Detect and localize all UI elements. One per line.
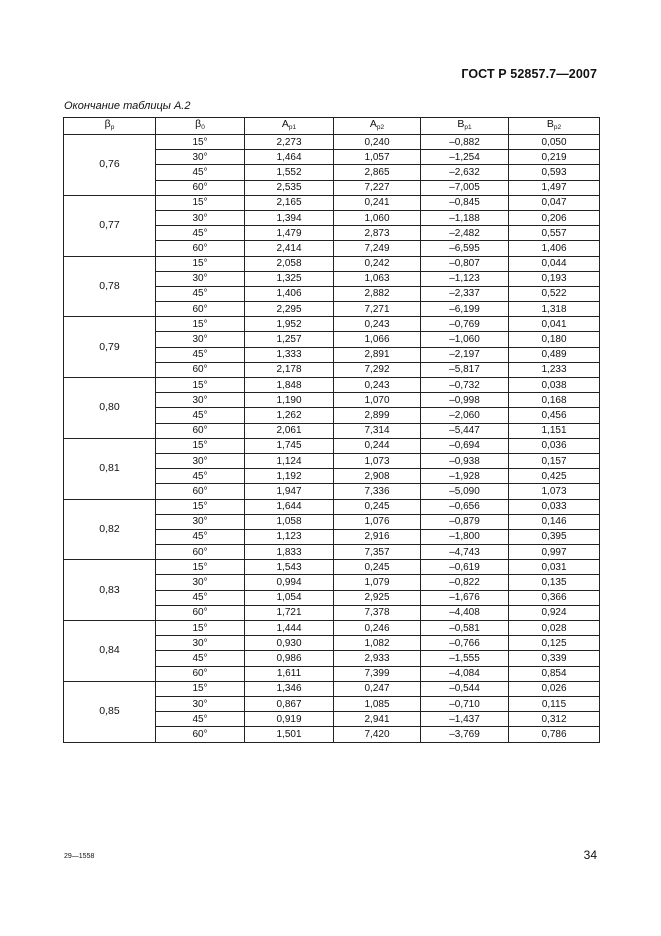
table-cell: –0,544 bbox=[421, 681, 509, 696]
table-cell: 7,420 bbox=[334, 727, 421, 742]
table-cell: 1,406 bbox=[509, 241, 600, 256]
table-cell: –1,676 bbox=[421, 590, 509, 605]
table-cell: 7,227 bbox=[334, 180, 421, 195]
table-cell: 45° bbox=[156, 529, 245, 544]
table-cell: 0,240 bbox=[334, 135, 421, 150]
table-row bbox=[64, 195, 600, 210]
table-cell: 0,854 bbox=[509, 666, 600, 681]
table-cell: 0,425 bbox=[509, 469, 600, 484]
beta-value-cell: 0,79 bbox=[64, 317, 156, 378]
table-row bbox=[64, 499, 600, 514]
table-cell: 0,986 bbox=[245, 651, 334, 666]
table-cell: 30° bbox=[156, 271, 245, 286]
table-cell: 15° bbox=[156, 378, 245, 393]
table-cell: 0,168 bbox=[509, 393, 600, 408]
table-cell: 0,044 bbox=[509, 256, 600, 271]
table-cell: 1,745 bbox=[245, 438, 334, 453]
table-cell: 2,933 bbox=[334, 651, 421, 666]
table-cell: –0,845 bbox=[421, 195, 509, 210]
table-row bbox=[64, 681, 600, 696]
page-number: 34 bbox=[583, 848, 597, 862]
table-cell: 0,245 bbox=[334, 560, 421, 575]
table-cell: 15° bbox=[156, 256, 245, 271]
table-cell: 45° bbox=[156, 226, 245, 241]
table-cell: 1,611 bbox=[245, 666, 334, 681]
beta-value-cell: 0,84 bbox=[64, 621, 156, 682]
table-cell: 0,919 bbox=[245, 712, 334, 727]
table-cell: 45° bbox=[156, 347, 245, 362]
table-cell: 0,557 bbox=[509, 226, 600, 241]
column-header bbox=[509, 118, 600, 135]
table-cell: 1,406 bbox=[245, 286, 334, 301]
beta-value-cell: 0,78 bbox=[64, 256, 156, 317]
table-cell: –1,800 bbox=[421, 529, 509, 544]
table-cell: 1,085 bbox=[334, 696, 421, 711]
table-cell: 2,891 bbox=[334, 347, 421, 362]
table-cell: 0,867 bbox=[245, 696, 334, 711]
table-cell: 45° bbox=[156, 651, 245, 666]
table-cell: 1,233 bbox=[509, 362, 600, 377]
column-header bbox=[64, 118, 156, 135]
table-cell: 30° bbox=[156, 332, 245, 347]
table-cell: 60° bbox=[156, 605, 245, 620]
beta-value-cell: 0,83 bbox=[64, 560, 156, 621]
table-cell: –0,879 bbox=[421, 514, 509, 529]
table-cell: 30° bbox=[156, 575, 245, 590]
table-cell: 0,026 bbox=[509, 681, 600, 696]
table-cell: 30° bbox=[156, 210, 245, 225]
table-cell: 0,786 bbox=[509, 727, 600, 742]
table-cell: –0,732 bbox=[421, 378, 509, 393]
table-cell: 15° bbox=[156, 135, 245, 150]
table-cell: 0,038 bbox=[509, 378, 600, 393]
table-cell: 1,721 bbox=[245, 605, 334, 620]
table-cell: –0,766 bbox=[421, 636, 509, 651]
table-cell: 1,497 bbox=[509, 180, 600, 195]
table-cell: 15° bbox=[156, 681, 245, 696]
table-cell: 0,339 bbox=[509, 651, 600, 666]
table-cell: –0,938 bbox=[421, 453, 509, 468]
table-cell: 0,028 bbox=[509, 621, 600, 636]
table-cell: –5,817 bbox=[421, 362, 509, 377]
table-cell: –1,123 bbox=[421, 271, 509, 286]
table-cell: –4,408 bbox=[421, 605, 509, 620]
table-cell: 30° bbox=[156, 696, 245, 711]
table-cell: 0,115 bbox=[509, 696, 600, 711]
table-cell: 2,273 bbox=[245, 135, 334, 150]
table-cell: 1,070 bbox=[334, 393, 421, 408]
table-cell: 1,318 bbox=[509, 302, 600, 317]
table-cell: 0,193 bbox=[509, 271, 600, 286]
table-cell: –1,254 bbox=[421, 150, 509, 165]
column-symbol: $B_{р2}$ bbox=[546, 118, 562, 131]
table-cell: 2,865 bbox=[334, 165, 421, 180]
table-cell: 1,848 bbox=[245, 378, 334, 393]
table-cell: 0,243 bbox=[334, 317, 421, 332]
table-cell: 60° bbox=[156, 484, 245, 499]
table-cell: 2,916 bbox=[334, 529, 421, 544]
table-cell: 2,165 bbox=[245, 195, 334, 210]
table-cell: 1,833 bbox=[245, 545, 334, 560]
table-cell: 2,908 bbox=[334, 469, 421, 484]
table-cell: 60° bbox=[156, 727, 245, 742]
table-cell: –5,090 bbox=[421, 484, 509, 499]
table-cell: 15° bbox=[156, 621, 245, 636]
table-cell: 2,882 bbox=[334, 286, 421, 301]
table-cell: 0,125 bbox=[509, 636, 600, 651]
table-cell: 60° bbox=[156, 180, 245, 195]
table-cell: 0,031 bbox=[509, 560, 600, 575]
table-cell: 60° bbox=[156, 423, 245, 438]
column-header bbox=[334, 118, 421, 135]
table-cell: 1,082 bbox=[334, 636, 421, 651]
table-cell: 60° bbox=[156, 241, 245, 256]
table-cell: 2,414 bbox=[245, 241, 334, 256]
table-header-row bbox=[64, 118, 600, 135]
table-cell: 2,899 bbox=[334, 408, 421, 423]
table-cell: 30° bbox=[156, 150, 245, 165]
table-cell: 0,135 bbox=[509, 575, 600, 590]
table-cell: 1,124 bbox=[245, 453, 334, 468]
column-header bbox=[421, 118, 509, 135]
table-cell: 0,247 bbox=[334, 681, 421, 696]
table-cell: –2,482 bbox=[421, 226, 509, 241]
table-cell: 15° bbox=[156, 317, 245, 332]
table-cell: 2,061 bbox=[245, 423, 334, 438]
table-cell: 1,057 bbox=[334, 150, 421, 165]
table-cell: –3,769 bbox=[421, 727, 509, 742]
table-cell: 45° bbox=[156, 408, 245, 423]
table-cell: 2,295 bbox=[245, 302, 334, 317]
table-cell: 1,076 bbox=[334, 514, 421, 529]
beta-value-cell: 0,76 bbox=[64, 135, 156, 196]
beta-value-cell: 0,85 bbox=[64, 681, 156, 742]
table-cell: 1,394 bbox=[245, 210, 334, 225]
table-cell: 1,644 bbox=[245, 499, 334, 514]
table-cell: –6,595 bbox=[421, 241, 509, 256]
table-cell: 1,192 bbox=[245, 469, 334, 484]
table-cell: 0,219 bbox=[509, 150, 600, 165]
table-cell: 1,151 bbox=[509, 423, 600, 438]
table-row bbox=[64, 438, 600, 453]
table-cell: 0,395 bbox=[509, 529, 600, 544]
table-cell: 15° bbox=[156, 499, 245, 514]
table-cell: 1,262 bbox=[245, 408, 334, 423]
column-symbol: $\beta_р$ bbox=[104, 118, 115, 131]
table-cell: 15° bbox=[156, 438, 245, 453]
table-cell: 60° bbox=[156, 545, 245, 560]
table-cell: 1,952 bbox=[245, 317, 334, 332]
table-cell: 0,245 bbox=[334, 499, 421, 514]
table-cell: 0,243 bbox=[334, 378, 421, 393]
table-cell: 30° bbox=[156, 514, 245, 529]
column-symbol: $B_{р1}$ bbox=[457, 118, 472, 131]
standard-designation: ГОСТ Р 52857.7—2007 bbox=[461, 67, 597, 81]
table-cell: 1,066 bbox=[334, 332, 421, 347]
table-cell: –0,882 bbox=[421, 135, 509, 150]
beta-value-cell: 0,81 bbox=[64, 438, 156, 499]
table-cell: –0,822 bbox=[421, 575, 509, 590]
column-symbol: $A_{р1}$ bbox=[281, 118, 297, 131]
table-cell: 30° bbox=[156, 636, 245, 651]
table-cell: 0,050 bbox=[509, 135, 600, 150]
table-cell: 30° bbox=[156, 393, 245, 408]
table-cell: –4,743 bbox=[421, 545, 509, 560]
table-cell: 1,257 bbox=[245, 332, 334, 347]
table-row bbox=[64, 560, 600, 575]
table-cell: 1,054 bbox=[245, 590, 334, 605]
table-cell: –2,060 bbox=[421, 408, 509, 423]
table-cell: –4,084 bbox=[421, 666, 509, 681]
table-body bbox=[64, 135, 600, 743]
table-cell: –0,581 bbox=[421, 621, 509, 636]
table-cell: 1,479 bbox=[245, 226, 334, 241]
table-row bbox=[64, 621, 600, 636]
column-symbol: $A_{р2}$ bbox=[369, 118, 385, 131]
table-cell: –0,694 bbox=[421, 438, 509, 453]
table-cell: 45° bbox=[156, 469, 245, 484]
table-cell: 0,997 bbox=[509, 545, 600, 560]
table-cell: 7,399 bbox=[334, 666, 421, 681]
table-cell: 45° bbox=[156, 590, 245, 605]
table-cell: 7,336 bbox=[334, 484, 421, 499]
table-cell: 0,242 bbox=[334, 256, 421, 271]
table-cell: 1,464 bbox=[245, 150, 334, 165]
table-cell: 2,873 bbox=[334, 226, 421, 241]
table-cell: 0,146 bbox=[509, 514, 600, 529]
table-cell: 1,346 bbox=[245, 681, 334, 696]
table-cell: 0,924 bbox=[509, 605, 600, 620]
table-cell: 2,178 bbox=[245, 362, 334, 377]
table-cell: 0,593 bbox=[509, 165, 600, 180]
table-cell: 45° bbox=[156, 712, 245, 727]
table-cell: –2,197 bbox=[421, 347, 509, 362]
table-cell: –0,710 bbox=[421, 696, 509, 711]
table-cell: 60° bbox=[156, 666, 245, 681]
table-cell: 0,489 bbox=[509, 347, 600, 362]
table-row bbox=[64, 256, 600, 271]
table-cell: –1,060 bbox=[421, 332, 509, 347]
table-cell: 7,314 bbox=[334, 423, 421, 438]
table-cell: 0,041 bbox=[509, 317, 600, 332]
table-cell: 2,941 bbox=[334, 712, 421, 727]
table-cell: –0,656 bbox=[421, 499, 509, 514]
data-table bbox=[63, 117, 600, 743]
print-mark: 29—1558 bbox=[64, 853, 95, 860]
table-row bbox=[64, 135, 600, 150]
table-cell: 7,249 bbox=[334, 241, 421, 256]
beta-value-cell: 0,77 bbox=[64, 195, 156, 256]
table-cell: 1,543 bbox=[245, 560, 334, 575]
table-cell: 45° bbox=[156, 165, 245, 180]
table-cell: 0,246 bbox=[334, 621, 421, 636]
beta-value-cell: 0,80 bbox=[64, 378, 156, 439]
table-cell: 30° bbox=[156, 453, 245, 468]
table-caption: Окончание таблицы А.2 bbox=[64, 100, 191, 112]
table-row bbox=[64, 378, 600, 393]
table-cell: 1,325 bbox=[245, 271, 334, 286]
table-cell: 2,535 bbox=[245, 180, 334, 195]
table-cell: 1,073 bbox=[509, 484, 600, 499]
column-header bbox=[245, 118, 334, 135]
table-cell: 1,079 bbox=[334, 575, 421, 590]
table-cell: 60° bbox=[156, 302, 245, 317]
table-cell: 1,058 bbox=[245, 514, 334, 529]
table-cell: –1,188 bbox=[421, 210, 509, 225]
table-cell: –0,769 bbox=[421, 317, 509, 332]
table-cell: 7,292 bbox=[334, 362, 421, 377]
table-cell: 0,157 bbox=[509, 453, 600, 468]
table-cell: –0,619 bbox=[421, 560, 509, 575]
table-cell: 0,241 bbox=[334, 195, 421, 210]
table-cell: 1,444 bbox=[245, 621, 334, 636]
table-cell: 0,036 bbox=[509, 438, 600, 453]
table-cell: 1,552 bbox=[245, 165, 334, 180]
table-cell: 0,456 bbox=[509, 408, 600, 423]
table-cell: 0,930 bbox=[245, 636, 334, 651]
table-cell: 1,073 bbox=[334, 453, 421, 468]
table-cell: 1,063 bbox=[334, 271, 421, 286]
table-cell: –0,807 bbox=[421, 256, 509, 271]
table-cell: –0,998 bbox=[421, 393, 509, 408]
table-cell: 1,060 bbox=[334, 210, 421, 225]
table-cell: –2,337 bbox=[421, 286, 509, 301]
table-cell: –1,555 bbox=[421, 651, 509, 666]
table-cell: 0,244 bbox=[334, 438, 421, 453]
table-cell: 15° bbox=[156, 560, 245, 575]
table-cell: 1,123 bbox=[245, 529, 334, 544]
table-cell: 1,501 bbox=[245, 727, 334, 742]
table-cell: 0,180 bbox=[509, 332, 600, 347]
table-cell: 15° bbox=[156, 195, 245, 210]
table-cell: 0,994 bbox=[245, 575, 334, 590]
table-cell: –1,928 bbox=[421, 469, 509, 484]
beta-value-cell: 0,82 bbox=[64, 499, 156, 560]
table-cell: 60° bbox=[156, 362, 245, 377]
table-cell: 0,366 bbox=[509, 590, 600, 605]
table-cell: 0,206 bbox=[509, 210, 600, 225]
table-cell: –7,005 bbox=[421, 180, 509, 195]
table-cell: 7,271 bbox=[334, 302, 421, 317]
table-cell: –5,447 bbox=[421, 423, 509, 438]
table-cell: –2,632 bbox=[421, 165, 509, 180]
table-cell: 2,058 bbox=[245, 256, 334, 271]
table-cell: –6,199 bbox=[421, 302, 509, 317]
table-cell: 45° bbox=[156, 286, 245, 301]
table-cell: 0,033 bbox=[509, 499, 600, 514]
table-cell: 0,047 bbox=[509, 195, 600, 210]
table-cell: 1,947 bbox=[245, 484, 334, 499]
table-cell: 0,312 bbox=[509, 712, 600, 727]
table-cell: 2,925 bbox=[334, 590, 421, 605]
column-header bbox=[156, 118, 245, 135]
table-cell: 1,333 bbox=[245, 347, 334, 362]
table-cell: 1,190 bbox=[245, 393, 334, 408]
table-cell: 7,378 bbox=[334, 605, 421, 620]
table-cell: 0,522 bbox=[509, 286, 600, 301]
table-cell: 7,357 bbox=[334, 545, 421, 560]
column-symbol: $\beta_0$ bbox=[195, 118, 205, 131]
table-row bbox=[64, 317, 600, 332]
table-cell: –1,437 bbox=[421, 712, 509, 727]
